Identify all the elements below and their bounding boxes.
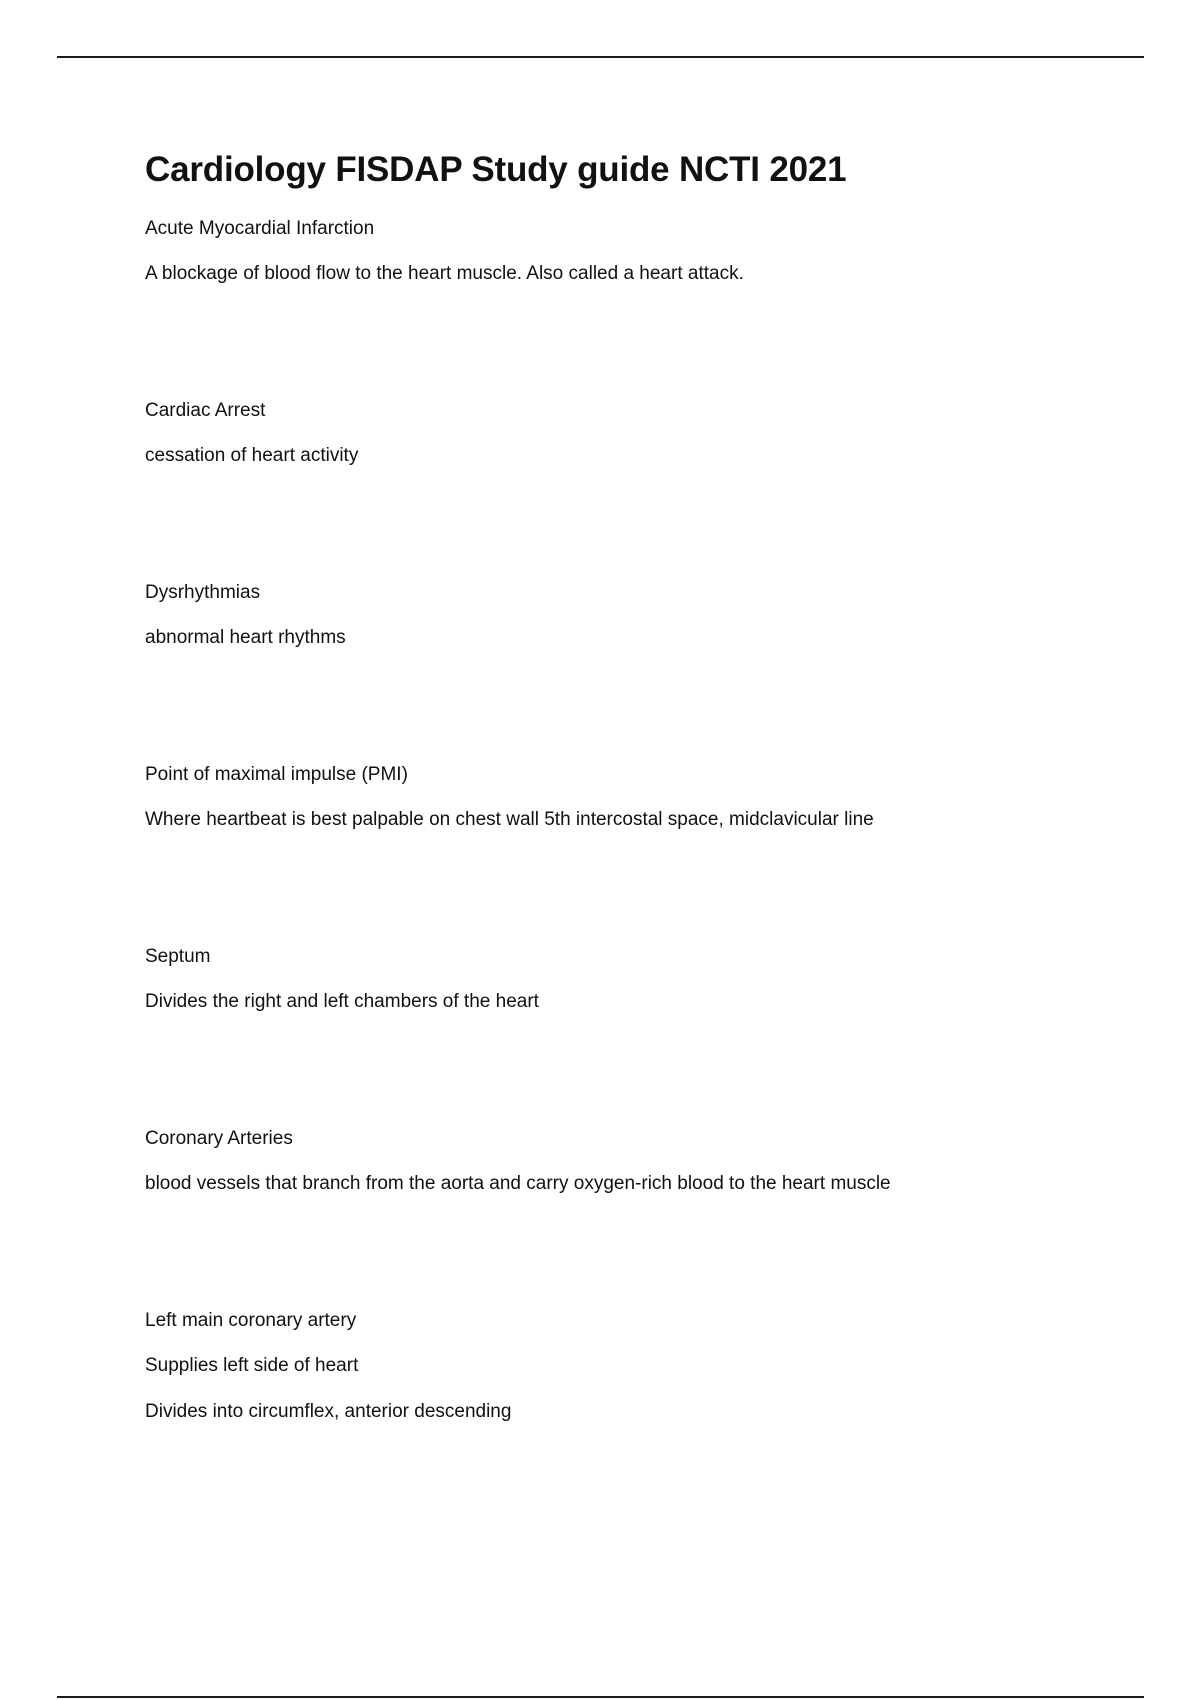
entry-definition: Where heartbeat is best palpable on chest wall 5th intercostal space, midclavicular line bbox=[145, 809, 874, 830]
page-title: Cardiology FISDAP Study guide NCTI 2021 bbox=[145, 150, 847, 189]
entry-definition: Divides the right and left chambers of the heart bbox=[145, 991, 539, 1012]
entry-term: Cardiac Arrest bbox=[145, 400, 266, 421]
entry-definition: A blockage of blood flow to the heart muscle. Also called a heart attack. bbox=[145, 263, 744, 284]
entry-definition: Supplies left side of heart bbox=[145, 1355, 359, 1376]
bottom-rule bbox=[57, 1696, 1144, 1698]
entry-definition: abnormal heart rhythms bbox=[145, 627, 346, 648]
entry-definition: cessation of heart activity bbox=[145, 445, 359, 466]
entry-term: Dysrhythmias bbox=[145, 582, 261, 603]
top-rule bbox=[57, 56, 1144, 58]
entry-term: Point of maximal impulse (PMI) bbox=[145, 764, 408, 785]
entry-term: Acute Myocardial Infarction bbox=[145, 218, 375, 239]
entry-definition: blood vessels that branch from the aorta and carry oxygen-rich blood to the heart muscle bbox=[145, 1173, 891, 1194]
entry-definition: Divides into circumflex, anterior descending bbox=[145, 1401, 512, 1422]
entry-term: Septum bbox=[145, 946, 211, 967]
entry-term: Left main coronary artery bbox=[145, 1310, 357, 1331]
entry-term: Coronary Arteries bbox=[145, 1128, 293, 1149]
